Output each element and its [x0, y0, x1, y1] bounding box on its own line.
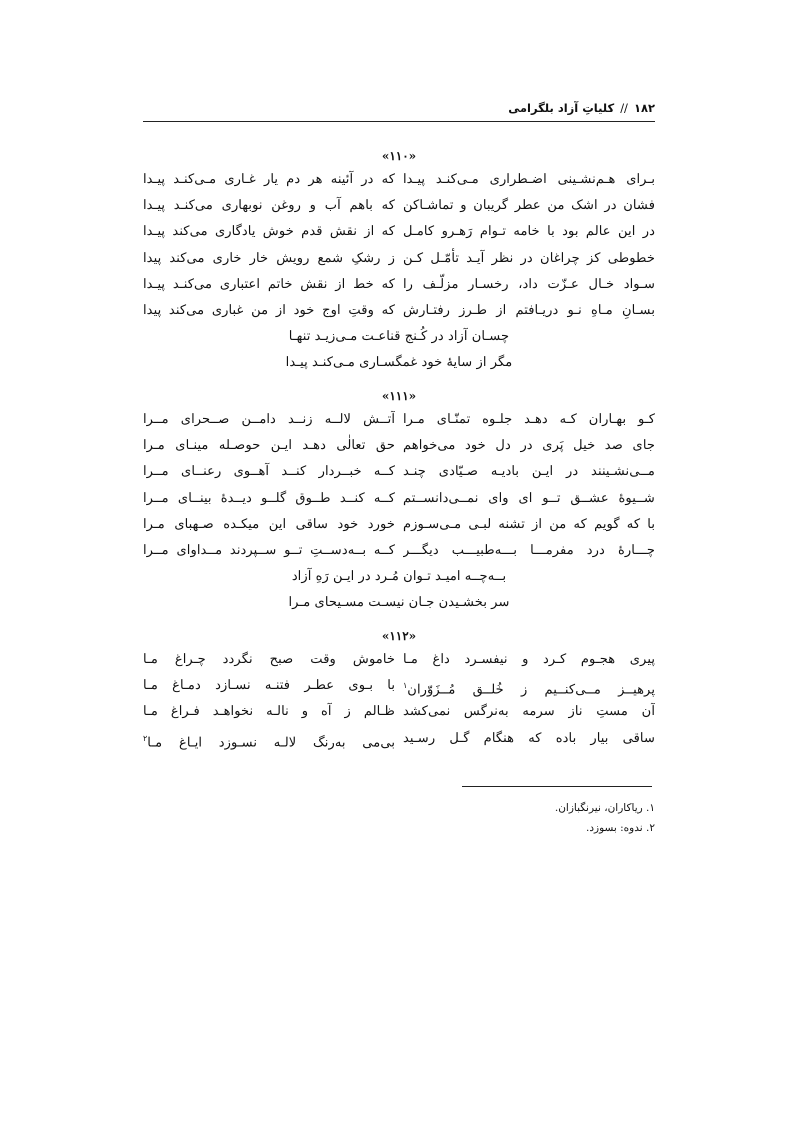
footnote-rule	[462, 786, 652, 787]
couplet	[143, 512, 655, 538]
first-hemistich: در این عالم بود با خامه تـوام رَهـرو کامـل	[403, 224, 655, 240]
first-hemistich: بـرای هـم‌نشـینی اضـطراری مـی‌کنـد پیـدا	[403, 172, 655, 187]
second-hemistich: با بـوی عطـر فتنـه نسـازد دمـاغ مـا	[143, 678, 395, 694]
second-hemistich	[143, 726, 395, 752]
first-hemistich: سـواد خـال عـزّت داد، رخسـار مزلّـف را	[403, 276, 655, 292]
first-hemistich: آن مستِ ناز سرمه به‌نرگس نمی‌کشد	[403, 704, 655, 720]
first-hemistich: شــیوهٔ عشــق تــو ای وای نمــی‌دانســتم	[403, 490, 655, 506]
second-hemistich: ظـالم ز آه و نالـه نخواهـد فـراغ مـا	[143, 704, 395, 720]
footnote-mark: ۱	[403, 681, 408, 691]
couplet	[143, 219, 655, 245]
closing-hemistich: بــه‌چــه امیـد تـوان مُـرد در ایـن رَهِ آزاد	[291, 569, 507, 585]
book-title: کلیاتِ آزاد بلگرامی	[508, 101, 615, 115]
ghazal-number: «۱۱۲»	[381, 629, 417, 643]
ghazal-110	[143, 145, 655, 377]
footnote: ۱. ریاکاران، نیرنگبازان.	[554, 802, 655, 814]
header-rule	[143, 121, 655, 122]
page-number: ۱۸۲	[633, 101, 655, 115]
second-hemistich: که از نقش قدم خوش یادگاری می‌کند پیـدا	[143, 224, 395, 240]
second-hemistich: خورد خود ساقی این میکـده صـهبای مـرا	[143, 516, 395, 532]
footnote: ۲. ندوه: بسوزد.	[586, 822, 655, 834]
couplet	[143, 272, 655, 298]
second-hemistich: کــه بــه‌دســتِ تــو ســپردند مــداوای مــرا	[143, 542, 395, 558]
second-hemistich: آتــش لالــه زنــد دامــن صــحرای مــرا	[143, 412, 395, 427]
footnote-mark: ۲	[143, 733, 148, 743]
first-hemistich: بسـانِ مـاهِ نـو دریـافتم از طـرز رفتـارش	[403, 302, 655, 318]
couplet	[143, 167, 655, 193]
couplet	[143, 193, 655, 219]
second-hemistich: خاموش وقت صبح نگردد چـراغ مـا	[143, 652, 395, 667]
second-hemistich: حق تعالٰی دهـد ایـن حوصـله مینـای مـرا	[143, 438, 395, 454]
closing-hemistich: مگر از سایهٔ خود غمگسـاری مـی‌کنـد پیـدا	[285, 355, 513, 371]
ghazal-112	[143, 625, 655, 752]
first-hemistich: با که گویم که من از تشنه لبـی مـی‌سـوزم	[403, 516, 655, 532]
couplet	[143, 699, 655, 725]
closing-hemistich: چسـان آزاد در کُـنج قناعـت مـی‌زیـد تنهـا	[288, 329, 510, 345]
first-hemistich: مــی‌نشـینند در ایـن بادیـه صـیّادی چنـد	[403, 464, 655, 480]
couplet	[143, 538, 655, 564]
first-hemistich: فشان در اشک من عطر گریبان و تماشـاکن	[403, 198, 655, 214]
couplet	[143, 486, 655, 512]
couplet	[143, 407, 655, 433]
first-hemistich: کـو بهـاران کـه دهـد جلـوه تمنّـای مـرا	[403, 412, 655, 427]
header-separator: //	[620, 101, 628, 115]
first-hemistich: پیری هجـوم کـرد و نیفسـرد داغ مـا	[403, 652, 655, 667]
hemistich-text: پرهیــز مــی‌کنــیم ز خُلــق مُــزَوّران	[407, 682, 655, 698]
running-header	[143, 96, 655, 120]
hemistich-text: بی‌می به‌رنگ لالـه نسـوزد ایـاغ مـا	[147, 734, 395, 750]
couplet	[143, 433, 655, 459]
second-hemistich: که وقتِ اوج خود از من غباری می‌کند پیدا	[143, 302, 395, 318]
first-hemistich	[403, 673, 655, 699]
couplet	[143, 673, 655, 699]
couplet	[143, 726, 655, 752]
first-hemistich: خطوطی کز چراغان در نظر آیـد تأمّـل کـن	[403, 250, 655, 266]
first-hemistich: جای صد خیل پَری در دل خود می‌خواهم	[403, 438, 655, 454]
second-hemistich: که باهم آب و روغن نوبهاری می‌کنـد پیـدا	[143, 198, 395, 214]
second-hemistich: که در آئینه هر دم یار غـاری مـی‌کنـد پیـدا	[143, 172, 395, 187]
couplet	[143, 246, 655, 272]
first-hemistich: ساقی بیار باده که هنگام گـل رسـید	[403, 730, 655, 746]
couplet	[143, 647, 655, 673]
couplet	[143, 298, 655, 324]
ghazal-111	[143, 385, 655, 617]
second-hemistich: کــه خبــردار کنــد آهــوی رعنــای مــرا	[143, 464, 395, 480]
couplet	[143, 459, 655, 485]
second-hemistich: ز رشکِ شمع رویش خار خاری می‌کند پیدا	[143, 250, 395, 266]
footnotes	[143, 798, 655, 838]
second-hemistich: کــه کنــد طــوق گلــو دیــدهٔ بینــای مــرا	[143, 490, 395, 506]
closing-hemistich: سر بخشـیدن جـان نیسـت مسـیحای مـرا	[288, 595, 510, 611]
ghazal-number: «۱۱۱»	[381, 389, 417, 403]
second-hemistich: که خط از نقش خاتم اعتباری می‌کنـد پیـدا	[143, 276, 395, 292]
ghazal-number: «۱۱۰»	[381, 149, 417, 163]
first-hemistich: چـــارهٔ درد مفرمـــا بـــه‌طبیـــب دیگـــر	[403, 542, 655, 558]
